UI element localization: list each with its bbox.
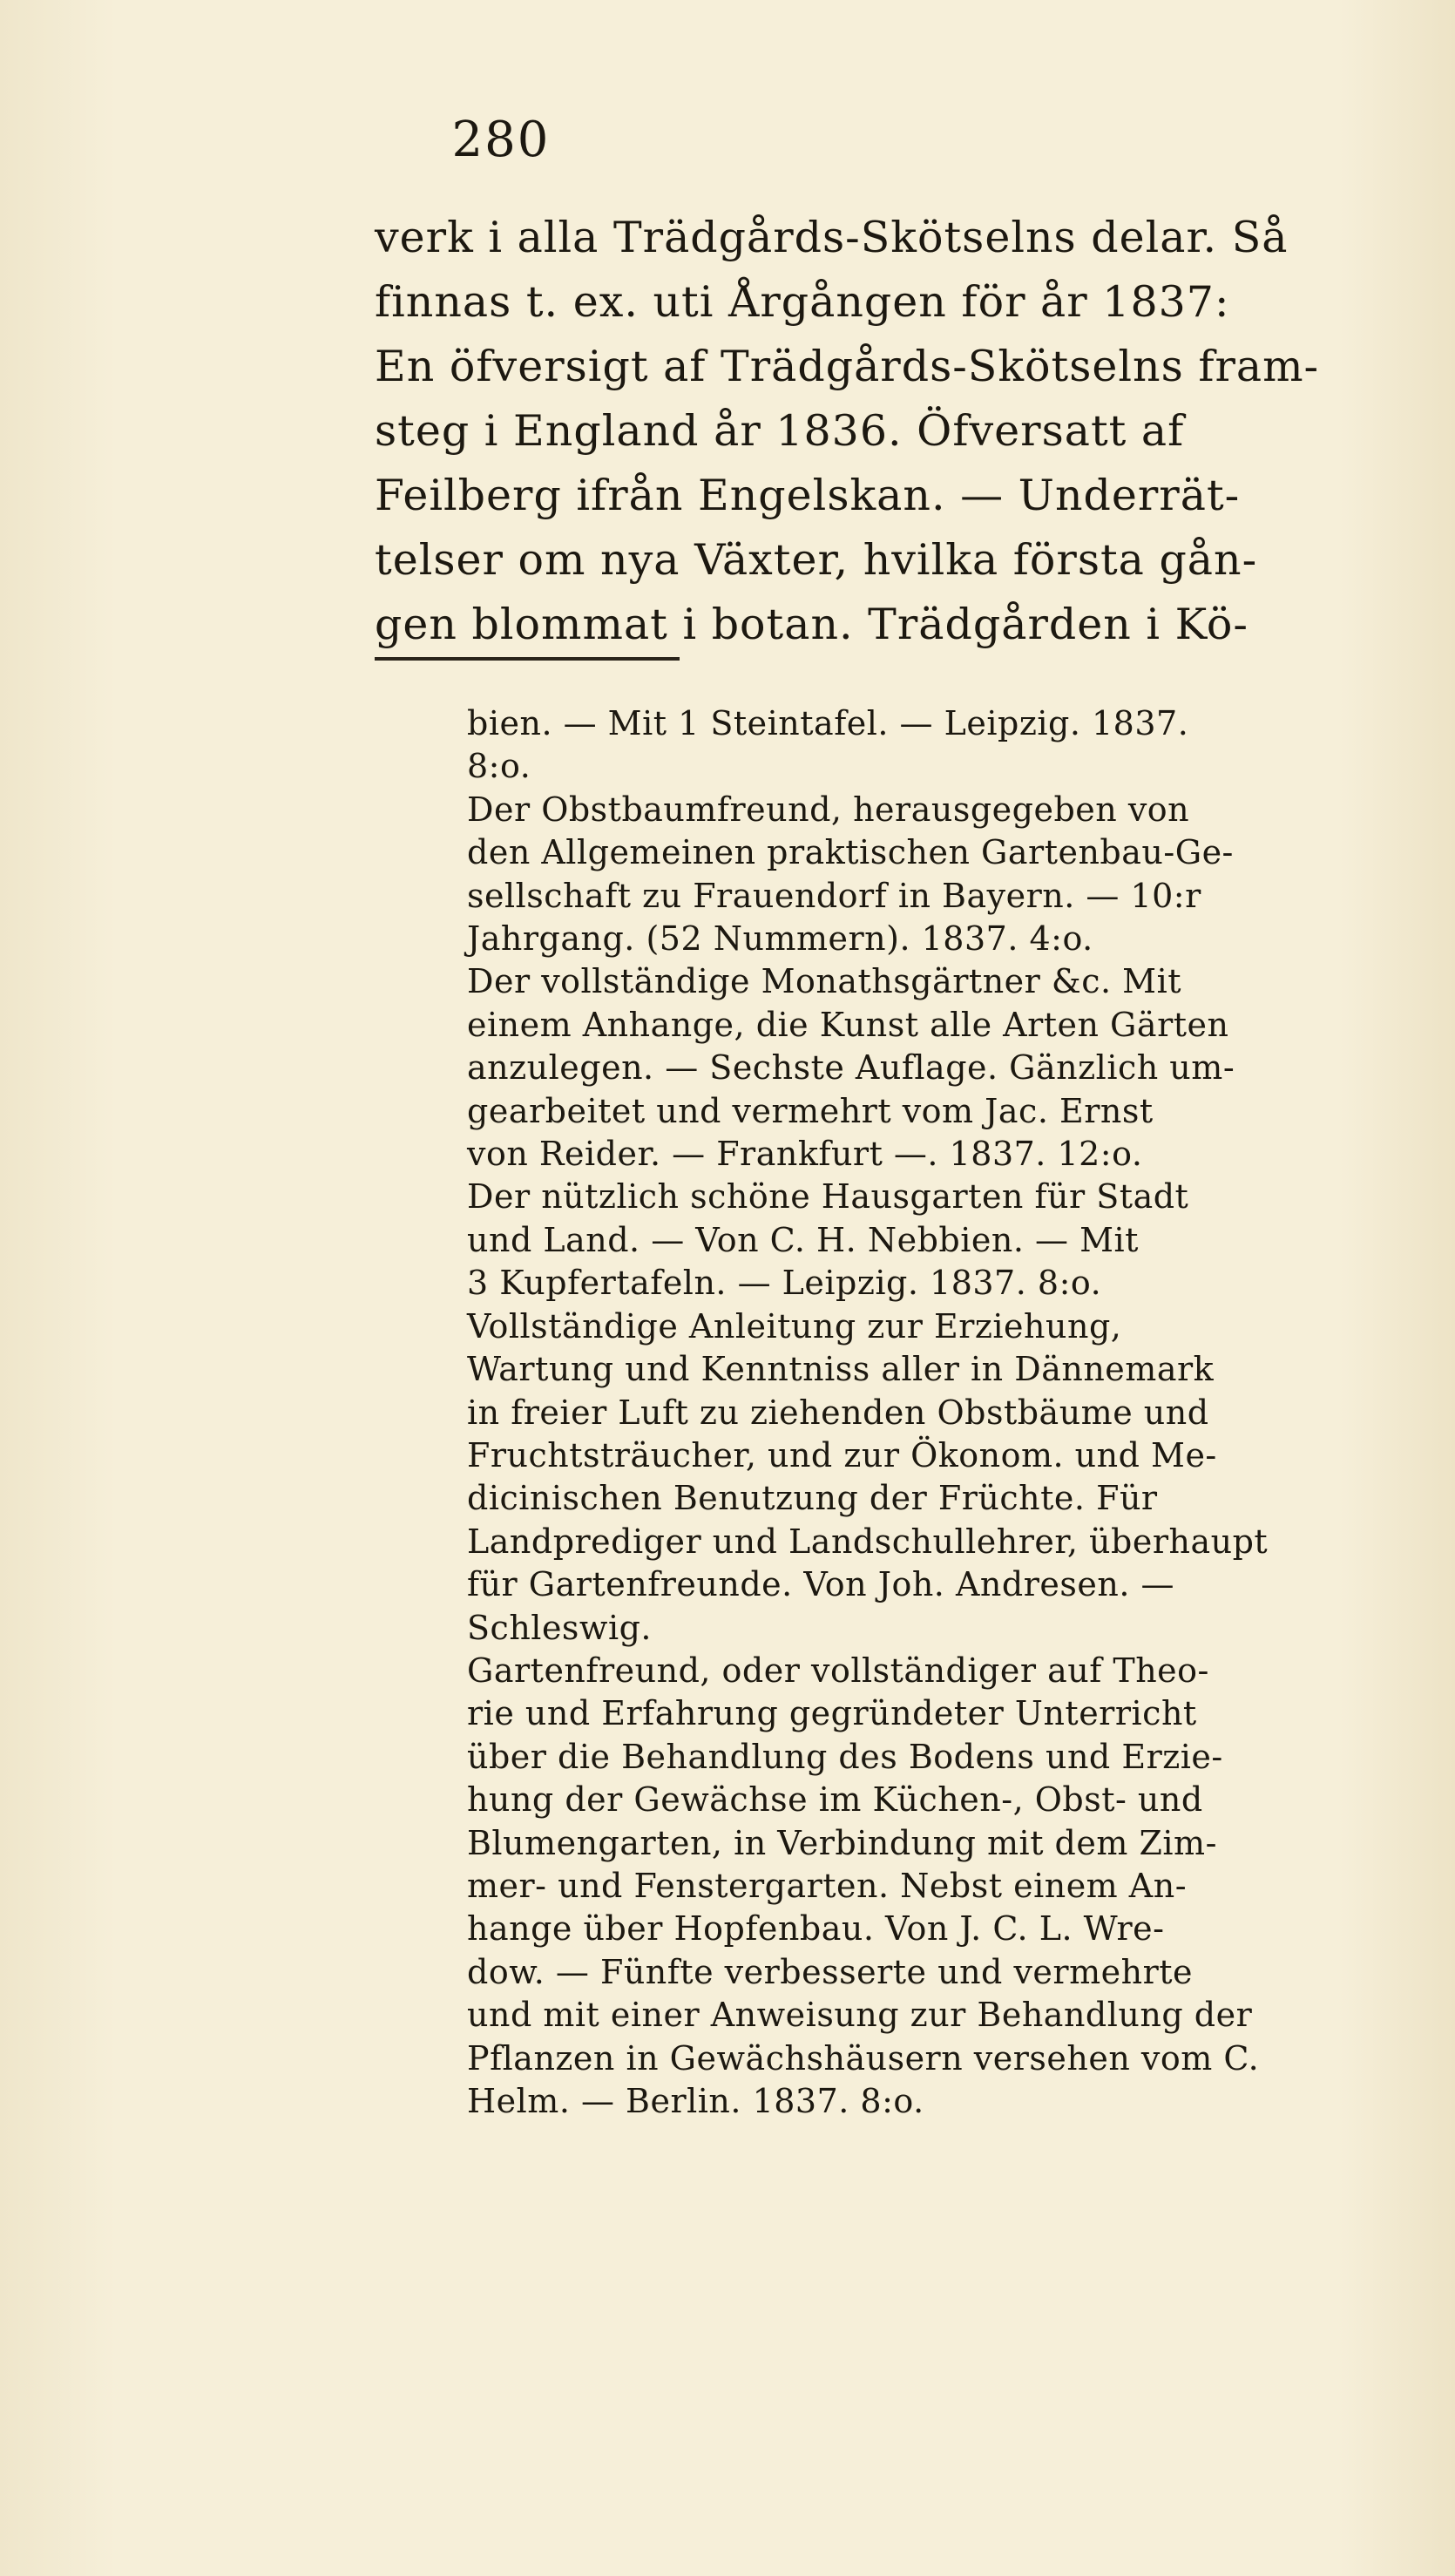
main-text-line: verk i alla Trädgårds-Skötselns delar. Så bbox=[375, 213, 1289, 262]
footnote-line: Helm. — Berlin. 1837. 8:o. bbox=[467, 2082, 924, 2120]
footnote-line: Der Obstbaumfreund, herausgegeben von bbox=[467, 790, 1190, 829]
footnote-line: dow. — Fünfte verbesserte und vermehrte bbox=[467, 1952, 1193, 1991]
footnote-line: Landprediger und Landschullehrer, überhaupt bbox=[467, 1522, 1269, 1561]
footnote-line: den Allgemeinen praktischen Gartenbau-Ge- bbox=[467, 833, 1234, 872]
footnote-line: für Gartenfreunde. Von Joh. Andresen. — bbox=[467, 1565, 1174, 1604]
main-text-line: steg i England år 1836. Öfversatt af bbox=[375, 406, 1185, 456]
main-text-line: En öfversigt af Trädgårds-Skötselns fram- bbox=[375, 342, 1320, 391]
footnote-line: über die Behandlung des Bodens und Erzie- bbox=[467, 1737, 1223, 1776]
footnote-line: von Reider. — Frankfurt —. 1837. 12:o. bbox=[467, 1135, 1143, 1174]
footnote-line: hung der Gewächse im Küchen-, Obst- und bbox=[467, 1780, 1203, 1820]
footnote-line: bien. — Mit 1 Steintafel. — Leipzig. 1837. bbox=[467, 704, 1189, 742]
main-text-block bbox=[375, 206, 1438, 657]
footnote-line: Jahrgang. (52 Nummern). 1837. 4:o. bbox=[467, 919, 1093, 959]
footnote-line: 8:o. bbox=[467, 747, 531, 786]
footnote-line: und Land. — Von C. H. Nebbien. — Mit bbox=[467, 1220, 1139, 1259]
footnote-line: sellschaft zu Frauendorf in Bayern. — 10:r bbox=[467, 876, 1201, 915]
footnote-line: anzulegen. — Sechste Auflage. Gänzlich um- bbox=[467, 1048, 1235, 1088]
footnote-line: Wartung und Kenntniss aller in Dännemark bbox=[467, 1350, 1215, 1389]
main-text-line: gen blommat i botan. Trädgården i Kö- bbox=[375, 600, 1249, 649]
footnote-line: Schleswig. bbox=[467, 1608, 653, 1647]
footnote-block bbox=[467, 702, 1443, 2123]
footnote-line: Blumengarten, in Verbindung mit dem Zim- bbox=[467, 1823, 1217, 1862]
main-text-line: Feilberg ifrån Engelskan. — Underrät- bbox=[375, 471, 1241, 520]
page-number: 280 bbox=[451, 112, 551, 168]
footnote-line: mer- und Fenstergarten. Nebst einem An- bbox=[467, 1866, 1188, 1905]
footnote-line: einem Anhange, die Kunst alle Arten Gärten bbox=[467, 1005, 1229, 1044]
footnote-line: Der vollständige Monathsgärtner &c. Mit bbox=[467, 962, 1182, 1001]
footnote-line: gearbeitet und vermehrt vom Jac. Ernst bbox=[467, 1091, 1154, 1130]
footnote-line: Der nützlich schöne Hausgarten für Stadt bbox=[467, 1177, 1189, 1217]
footnote-line: Gartenfreund, oder vollständiger auf Theo- bbox=[467, 1651, 1209, 1690]
main-text-line: finnas t. ex. uti Årgången för år 1837: bbox=[375, 277, 1230, 327]
footnote-line: in freier Luft zu ziehenden Obstbäume und bbox=[467, 1393, 1209, 1432]
footnote-divider bbox=[375, 657, 680, 661]
footnote-line: Vollständige Anleitung zur Erziehung, bbox=[467, 1306, 1122, 1346]
footnote-line: 3 Kupfertafeln. — Leipzig. 1837. 8:o. bbox=[467, 1264, 1102, 1303]
footnote-line: Pflanzen in Gewächshäusern versehen vom C. bbox=[467, 2038, 1260, 2078]
footnote-line: Fruchtsträucher, und zur Ökonom. und Me- bbox=[467, 1435, 1217, 1474]
footnote-line: dicinischen Benutzung der Früchte. Für bbox=[467, 1479, 1158, 1518]
footnote-line: und mit einer Anweisung zur Behandlung der bbox=[467, 1996, 1253, 2035]
footnote-line: hange über Hopfenbau. Von J. C. L. Wre- bbox=[467, 1909, 1165, 1949]
main-text-line: telser om nya Växter, hvilka första gån- bbox=[375, 535, 1258, 585]
footnote-line: rie und Erfahrung gegründeter Unterricht bbox=[467, 1694, 1197, 1733]
